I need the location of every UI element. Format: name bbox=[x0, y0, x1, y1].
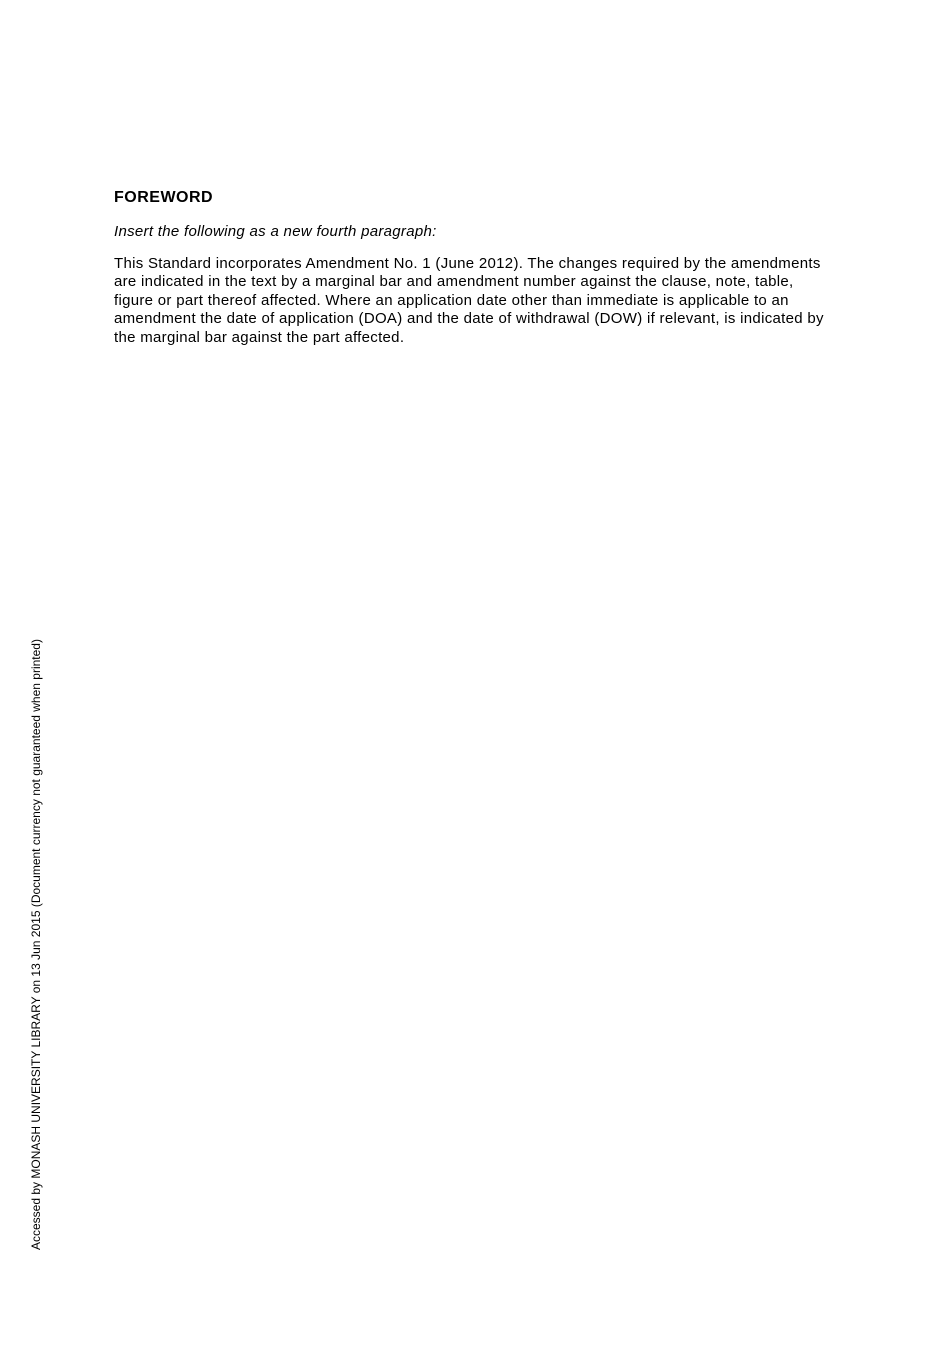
inserted-paragraph: This Standard incorporates Amendment No. 1 (June 2012). The changes required by the amendments are indicated in the text by a marginal bar and amendment number against the clause, note, table, figure or part thereof affected. Where an application date other than immediate is applicable to an amendment the date of application (DOA) and the date of withdrawal (DOW) if relevant, is indicated by the marginal bar against the part affected. bbox=[114, 255, 824, 346]
section-heading: FOREWORD bbox=[114, 189, 214, 206]
foreword-section bbox=[114, 188, 834, 347]
access-watermark: Accessed by MONASH UNIVERSITY LIBRARY on 13 Jun 2015 (Document currency not guaranteed when printed) bbox=[29, 639, 43, 1250]
amendment-instruction: Insert the following as a new fourth paragraph: bbox=[114, 223, 437, 240]
